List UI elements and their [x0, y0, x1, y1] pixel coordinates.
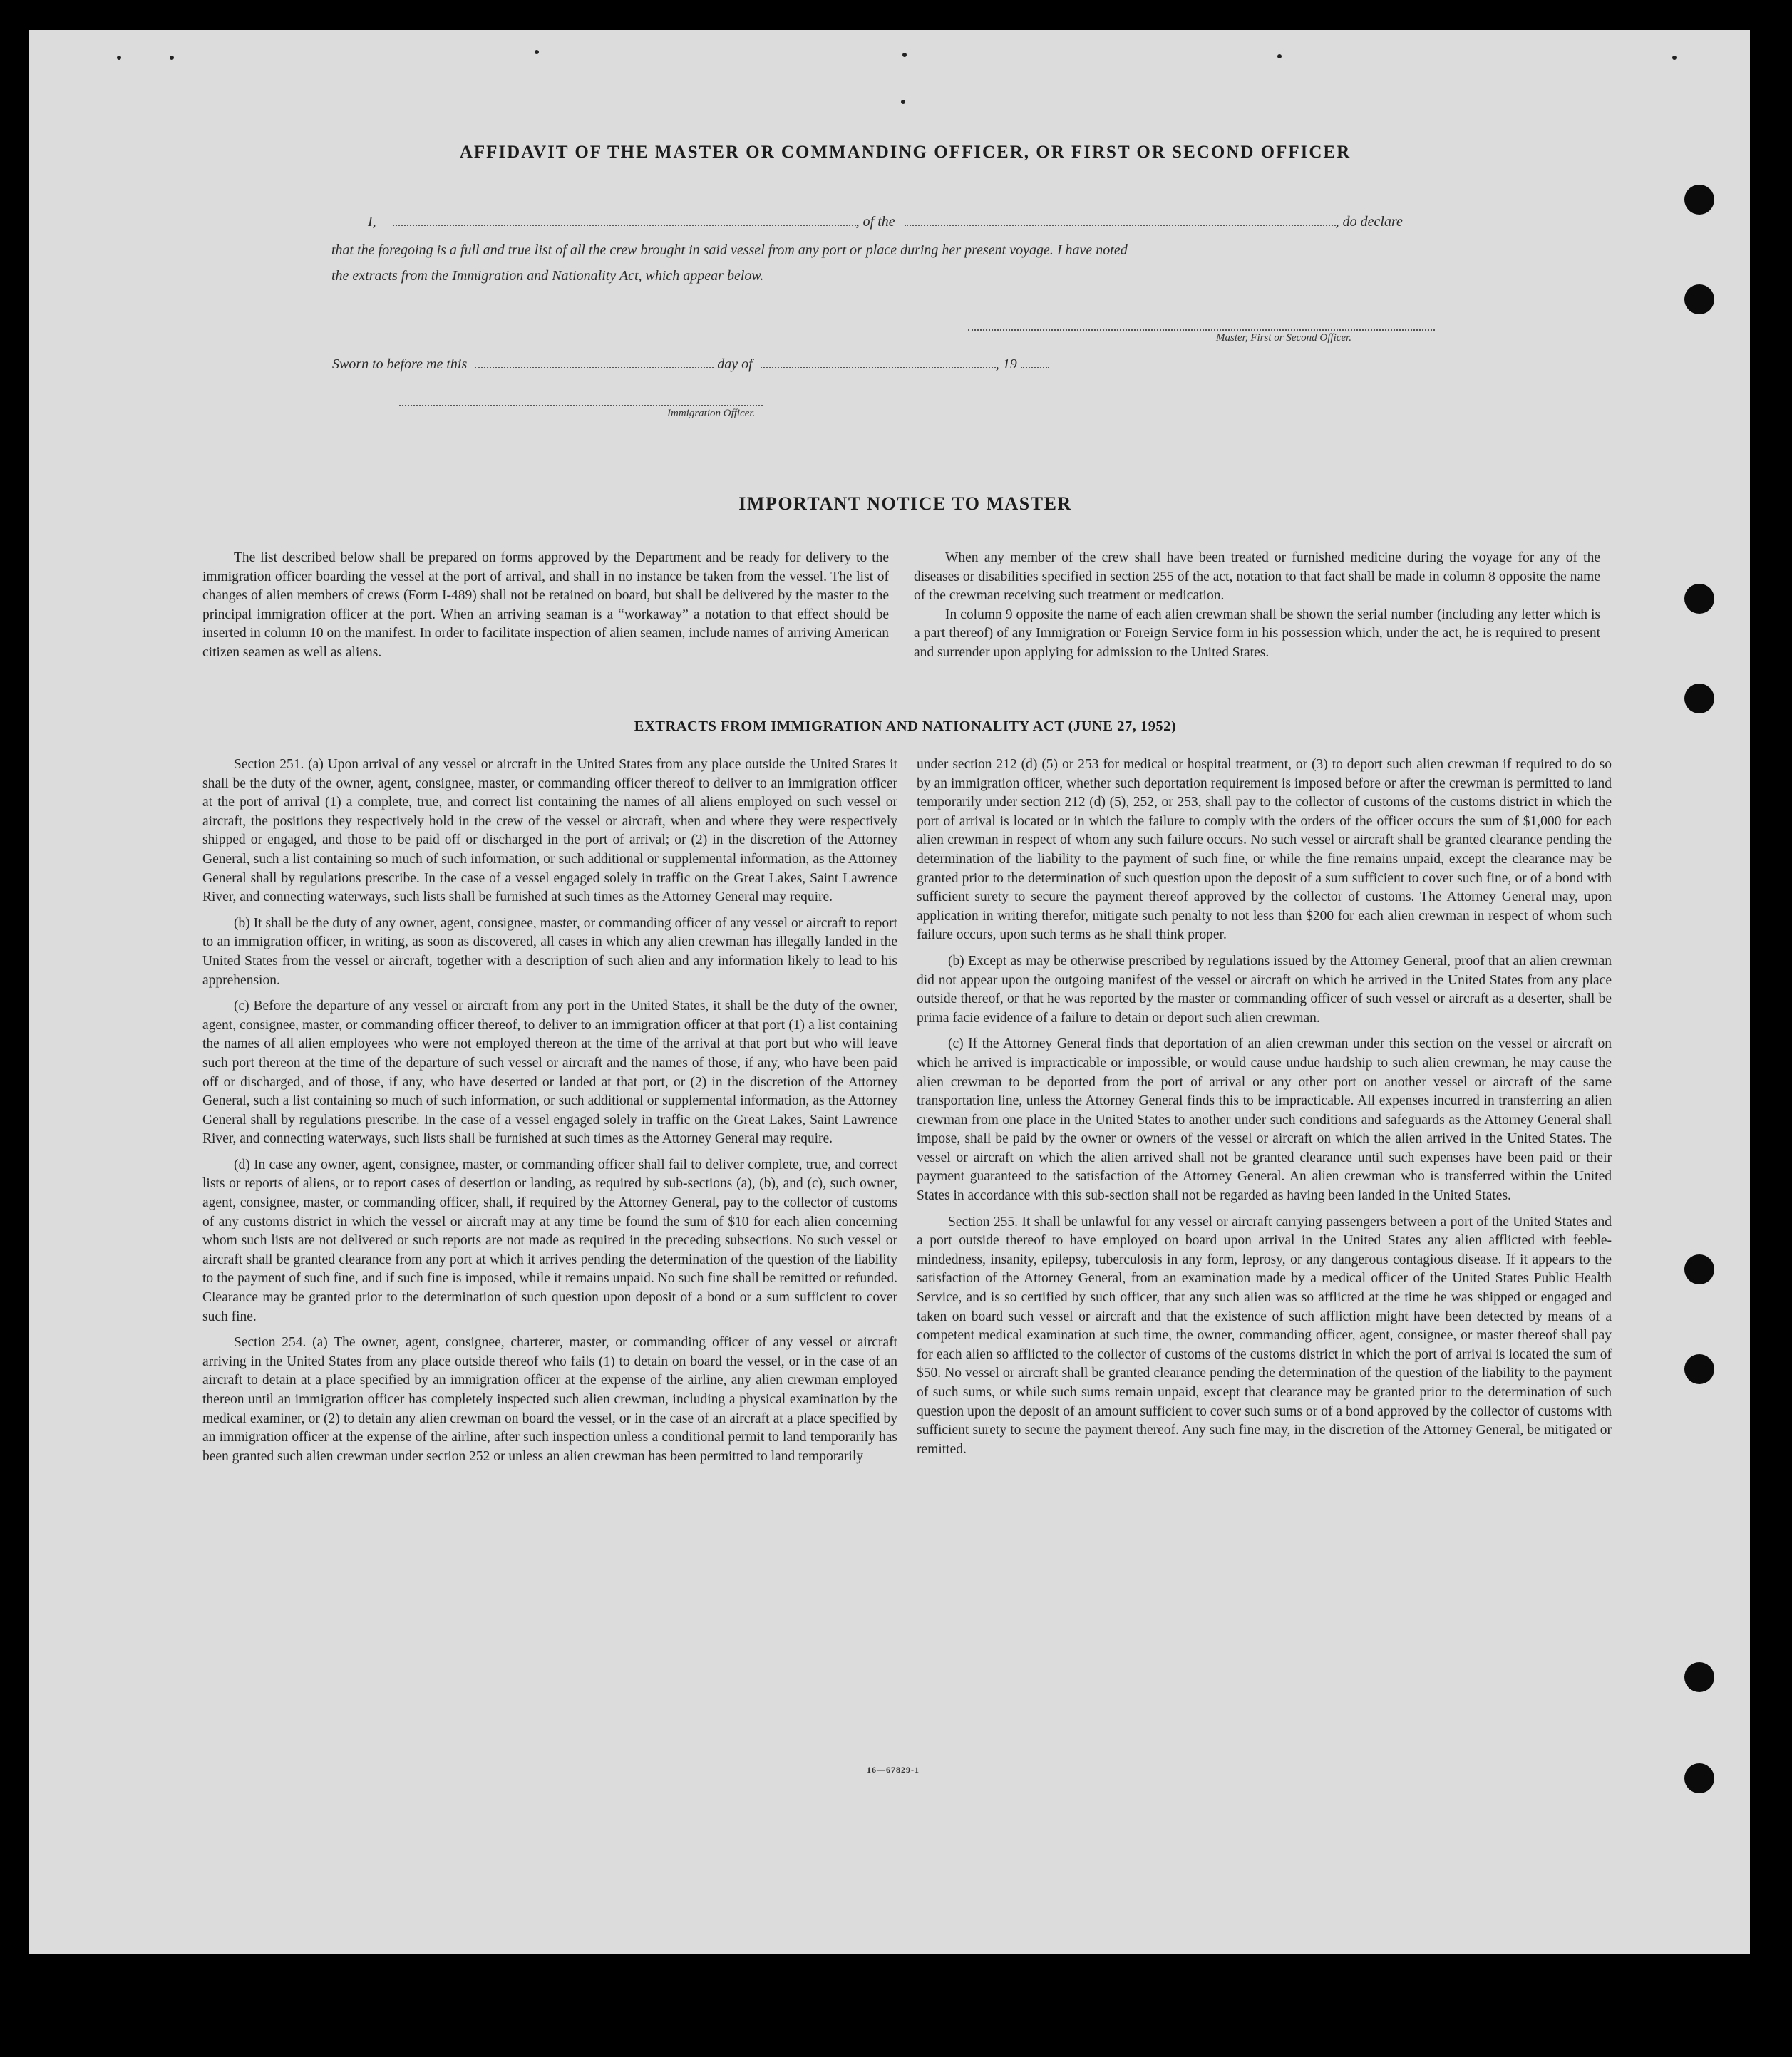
scan-speck — [902, 53, 907, 57]
section-254-a: Section 254. (a) The owner, agent, consignee, charterer, master, or commanding officer of any vessel or aircraft arriving in the United States from any place outside thereof who fails (1) to detain on board the vessel, or in the case of an aircraft to detain at a place specified by an immigration officer at the expense of the airline, any alien crewman employed thereon until an immigration officer has completely inspected such alien crewman, including a physical examination by the medical examiner, or (2) to detain any alien crewman on board the vessel, or in the case of an aircraft at a place specified by an immigration officer at the expense of the airline, after such inspection unless a conditional permit to land temporarily has been granted such alien crewman under section 252 or unless an alien crewman has been permitted to land temporarily — [202, 1335, 897, 1464]
notice-right-column — [914, 549, 1600, 663]
scan-speck — [535, 50, 539, 54]
punch-hole — [1684, 584, 1714, 614]
punch-hole — [1684, 1763, 1714, 1793]
sworn-month-field[interactable] — [761, 364, 996, 368]
section-254-b: (b) Except as may be otherwise prescribed by regulations issued by the Attorney General, proof that an alien crewman did not appear upon the outgoing manifest of the vessel or aircraft on which he arrived in the United States from any place outside thereof, or that he was reported by the master or commanding officer of such vessel or aircraft as a deserter, shall be prima facie evidence of a failure to detain or deport such alien crewman. — [917, 953, 1612, 1026]
day-of-text: day of — [717, 356, 753, 372]
master-signature-label: Master, First or Second Officer. — [1216, 332, 1351, 344]
extracts-left-column — [202, 756, 897, 1466]
statement-line-2: the extracts from the Immigration and Nationality Act, which appear below. — [331, 268, 764, 284]
extracts-heading: EXTRACTS FROM IMMIGRATION AND NATIONALITY ACT (JUNE 27, 1952) — [634, 718, 1177, 734]
punch-hole — [1684, 185, 1714, 215]
master-signature-line[interactable] — [968, 329, 1435, 331]
section-255: Section 255. It shall be unlawful for any vessel or aircraft carrying passengers between a port of the United States and a port outside thereof to have employed on board upon arrival in the United States any alien afflicted with feeble-mindedness, insanity, epilepsy, tuberculosis in any form, leprosy, or any dangerous contagious disease. If it appears to the satisfaction of the Attorney General, from an examination made by a medical officer of the United States Public Health Service, and is so certified by such officer, that any such alien was so afflicted at the time he was shipped or engaged and taken on board such vessel or aircraft and that the existence of such affliction might have been detected by means of a competent medical examination at such time, the owner, commanding officer, agent, consignee, or master thereof shall pay for each alien so afflicted to the collector of customs of the customs district in which the port of arrival is located the sum of $50. No vessel or aircraft shall be granted clearance pending the determination of the question of the liability to the payment of such sums, or while such sums remain unpaid, except that clearance may be granted prior to the determination of such question upon the deposit of an amount sufficient to cover such sums or of a bond approved by the collector of customs with sufficient surety to secure the payment thereof. Any such fine may, in the discretion of the Attorney General, be mitigated or remitted. — [917, 1214, 1612, 1457]
declaration-line — [368, 214, 1403, 230]
notice-left-paragraph: The list described below shall be prepared on forms approved by the Department and be ready for delivery to the immigration officer boarding the vessel at the port of arrival, and shall in no instance be taken from the vessel. The list of changes of alien members of crews (Form I-489) shall not be retained on board, but shall be delivered by the master to the principal immigration officer at the port. When an arriving seaman is a “workaway” a notation to that effect should be inserted in column 10 on the manifest. In order to facilitate inspection of alien seamen, include names of arriving American citizen seamen as well as aliens. — [202, 550, 889, 660]
form-page — [29, 30, 1750, 1954]
punch-hole — [1684, 1254, 1714, 1284]
punch-hole — [1684, 284, 1714, 314]
year-prefix: , 19 — [995, 356, 1017, 372]
form-code: 16—67829-1 — [867, 1765, 920, 1775]
scan-speck — [117, 56, 121, 60]
sworn-prefix: Sworn to before me this — [332, 356, 468, 372]
officer-signature-label: Immigration Officer. — [667, 408, 756, 419]
notice-heading: IMPORTANT NOTICE TO MASTER — [738, 493, 1072, 514]
section-254-a-continued: under section 212 (d) (5) or 253 for medical or hospital treatment, or (3) to deport such alien crewman if required to do so by an immigration officer, whether such deportation requirement is imposed before or after the crewman is permitted to land temporarily under section 212 (d) (5), 252, or 253, shall pay to the collector of customs of the customs district in which the port of arrival is located or in which the failure to comply with the orders of the officer occurs the sum of $1,000 for each alien crewman in respect of whom any such failure occurs. No such vessel or aircraft shall be granted clearance pending the determination of the liability to the payment of such fine, or while the fine remains unpaid, except the clearance may be granted prior to the determination of such question upon the deposit of a sum sufficient to cover such fine, or of a bond with sufficient surety to secure the payment thereof approved by the collector of customs. The Attorney General may, upon application in writing therefor, mitigate such penalty to not less than $200 for each alien crewman in respect of whom such failure occurs, upon such terms as he shall think proper. — [917, 757, 1612, 943]
vessel-name-field[interactable] — [905, 222, 1336, 226]
scan-speck — [170, 56, 174, 60]
notice-right-paragraph-2: In column 9 opposite the name of each alien crewman shall be shown the serial number (including any letter which is a part thereof) of any Immigration or Foreign Service form in his possession which, under the act, he is required to present and surrender upon applying for admission to the United States. — [914, 607, 1600, 660]
extracts-right-column — [917, 756, 1612, 1459]
of-the-text: , of the — [855, 214, 895, 230]
punch-hole — [1684, 1662, 1714, 1692]
punch-hole — [1684, 684, 1714, 713]
declarant-prefix: I, — [368, 214, 376, 230]
scan-speck — [901, 100, 905, 104]
section-251-c: (c) Before the departure of any vessel or aircraft from any port in the United States, it shall be the duty of the owner, agent, consignee, master, or commanding officer thereof, to deliver to an immigration officer at that port (1) a list containing the names of all alien employees who were not employed thereon at the time of the arrival at that port but who will leave such port thereon at the time of the departure of such vessel or aircraft and the names of those, if any, who have been paid off or discharged, and of those, if any, who have deserted or landed at that port, or (2) in the discretion of the Attorney General, such a list containing so much of such information, or such additional or supplemental information, as the Attorney General shall by regulations prescribe. In the case of a vessel engaged solely in traffic on the Great Lakes, Saint Lawrence River, and connecting waterways, such lists shall be furnished at such times as the Attorney General may require. — [202, 999, 897, 1147]
notice-left-column — [202, 549, 889, 663]
declarant-name-field[interactable] — [393, 222, 856, 226]
section-251-d: (d) In case any owner, agent, consignee, master, or commanding officer shall fail to deliver complete, true, and correct lists or reports of aliens, or to report cases of desertion or landing, as required by sub-sections (a), (b), and (c), such owner, agent, consignee, master, or commanding officer, shall, if required by the Attorney General, pay to the collector of customs of any customs district in which the vessel or aircraft may at any time be found the sum of $10 for each alien concerning whom such lists are not delivered or such reports are not made as required in the preceding subsections. No such vessel or aircraft shall be granted clearance from any port at which it arrives pending the determination of the question of the liability to the payment of such fine, and if such fine is imposed, while it remains unpaid. No such fine shall be remitted or refunded. Clearance may be granted prior to the determination of such question upon deposit of a bond or a sum sufficient to cover such fine. — [202, 1157, 897, 1324]
officer-signature-line[interactable] — [399, 405, 763, 406]
sworn-line — [332, 356, 1049, 373]
notice-right-paragraph-1: When any member of the crew shall have been treated or furnished medicine during the voyage for any of the diseases or disabilities specified in section 255 of the act, notation to that fact shall be made in column 8 opposite the name of the crewman receiving such treatment or medication. — [914, 550, 1600, 604]
do-declare-text: , do declare — [1335, 214, 1403, 230]
sworn-day-field[interactable] — [475, 364, 714, 368]
scan-speck — [1277, 54, 1282, 58]
punch-hole — [1684, 1354, 1714, 1384]
sworn-year-field[interactable] — [1021, 364, 1049, 368]
scan-speck — [1672, 56, 1677, 60]
section-254-c: (c) If the Attorney General finds that deportation of an alien crewman under this section on the vessel or aircraft on which he arrived is impracticable or impossible, or would cause undue hardship to such alien crewman, he may cause the alien crewman to be deported from the port of arrival or any other port on another vessel or aircraft of the same transportation line, unless the Attorney General finds this to be impracticable. All expenses incurred in transferring an alien crewman from one place in the United States to another under such conditions and safeguards as the Attorney General shall impose, shall be paid by the owner or owners of the vessel or aircraft on which the alien arrived in the United States. The vessel or aircraft on which the alien arrived shall not be granted clearance until such expenses have been paid or their payment guaranteed to the satisfaction of the Attorney General. An alien crewman who is transferred within the United States in accordance with this sub-section shall not be regarded as having been landed in the United States. — [917, 1036, 1612, 1204]
affidavit-heading: AFFIDAVIT OF THE MASTER OR COMMANDING OFFICER, OR FIRST OR SECOND OFFICER — [459, 143, 1351, 162]
section-251-b: (b) It shall be the duty of any owner, agent, consignee, master, or commanding officer of any vessel or aircraft to report to an immigration officer, in writing, as soon as discovered, all cases in which any alien crewman has illegally landed in the United States from the vessel or aircraft, together with a description of such alien and any information likely to lead to his apprehension. — [202, 915, 897, 988]
statement-line-1: that the foregoing is a full and true list of all the crew brought in said vessel from any port or place during her present voyage. I have noted — [331, 242, 1128, 258]
section-251-a: Section 251. (a) Upon arrival of any vessel or aircraft in the United States from any place outside the United States it shall be the duty of the owner, agent, consignee, master, or commanding officer thereof to deliver to an immigration officer at the port of arrival (1) a complete, true, and correct list containing the names of all aliens employed on such vessel or aircraft, the positions they respectively hold in the crew of the vessel or aircraft, when and where they were respectively shipped or engaged, and those to be paid off or discharged in the port of arrival; or (2) in the discretion of the Attorney General, such a list containing so much of such information, or such additional or supplemental information, as the Attorney General shall by regulations prescribe. In the case of a vessel engaged solely in traffic on the Great Lakes, Saint Lawrence River, and connecting waterways, such lists shall be furnished at such times as the Attorney General may require. — [202, 757, 897, 905]
